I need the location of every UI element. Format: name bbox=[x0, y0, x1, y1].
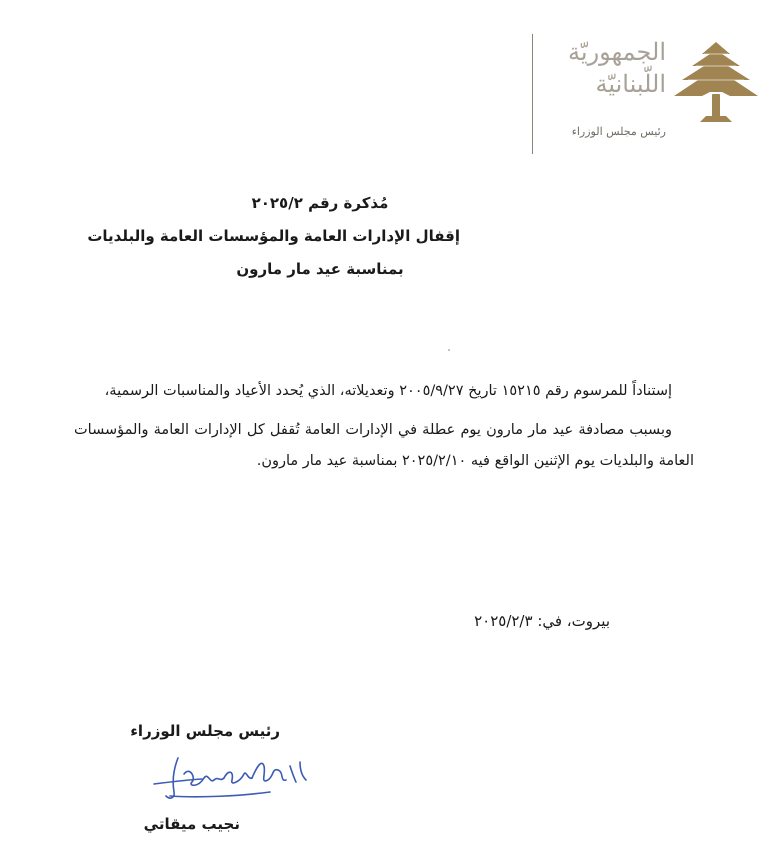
letterhead-subtitle: رئيس مجلس الوزراء bbox=[571, 125, 666, 138]
memo-number: مُذكرة رقم ٢٠٢٥/٢ bbox=[251, 194, 389, 212]
memo-body bbox=[74, 376, 694, 477]
cedar-tree-icon bbox=[670, 38, 762, 130]
scan-speck bbox=[448, 349, 450, 351]
memo-title: إقفال الإدارات العامة والمؤسسات العامة والبلديات bbox=[87, 227, 460, 245]
letterhead-divider bbox=[532, 34, 533, 154]
memo-subtitle: بمناسبة عيد مار مارون bbox=[236, 260, 404, 278]
handwritten-signature bbox=[150, 752, 310, 807]
letterhead bbox=[530, 30, 770, 156]
letterhead-title-line-2: اللّبنانيّة bbox=[595, 70, 666, 98]
memo-paragraph-2: وبسبب مصادفة عيد مار مارون يوم عطلة في الإدارات العامة تُقفل كل الإدارات العامة والمؤسسات العامة والبلديات يوم الإثنين الواقع فيه ٢٠٢٥/٢/١٠ بمناسبة عيد مار مارون. bbox=[74, 422, 694, 469]
letterhead-title-line-1: الجمهوريّة bbox=[568, 38, 666, 66]
signatory-name: نجيب ميقاتي bbox=[143, 815, 240, 833]
memo-heading bbox=[87, 194, 460, 278]
memo-paragraph-1: إستناداً للمرسوم رقم ١٥٢١٥ تاريخ ٢٠٠٥/٩/٢٧ وتعديلاته، الذي يُحدد الأعياد والمناسبات الرسمية، bbox=[104, 383, 672, 399]
date-line: بيروت، في: ٢٠٢٥/٢/٣ bbox=[474, 612, 610, 630]
signatory-title: رئيس مجلس الوزراء bbox=[130, 722, 280, 740]
